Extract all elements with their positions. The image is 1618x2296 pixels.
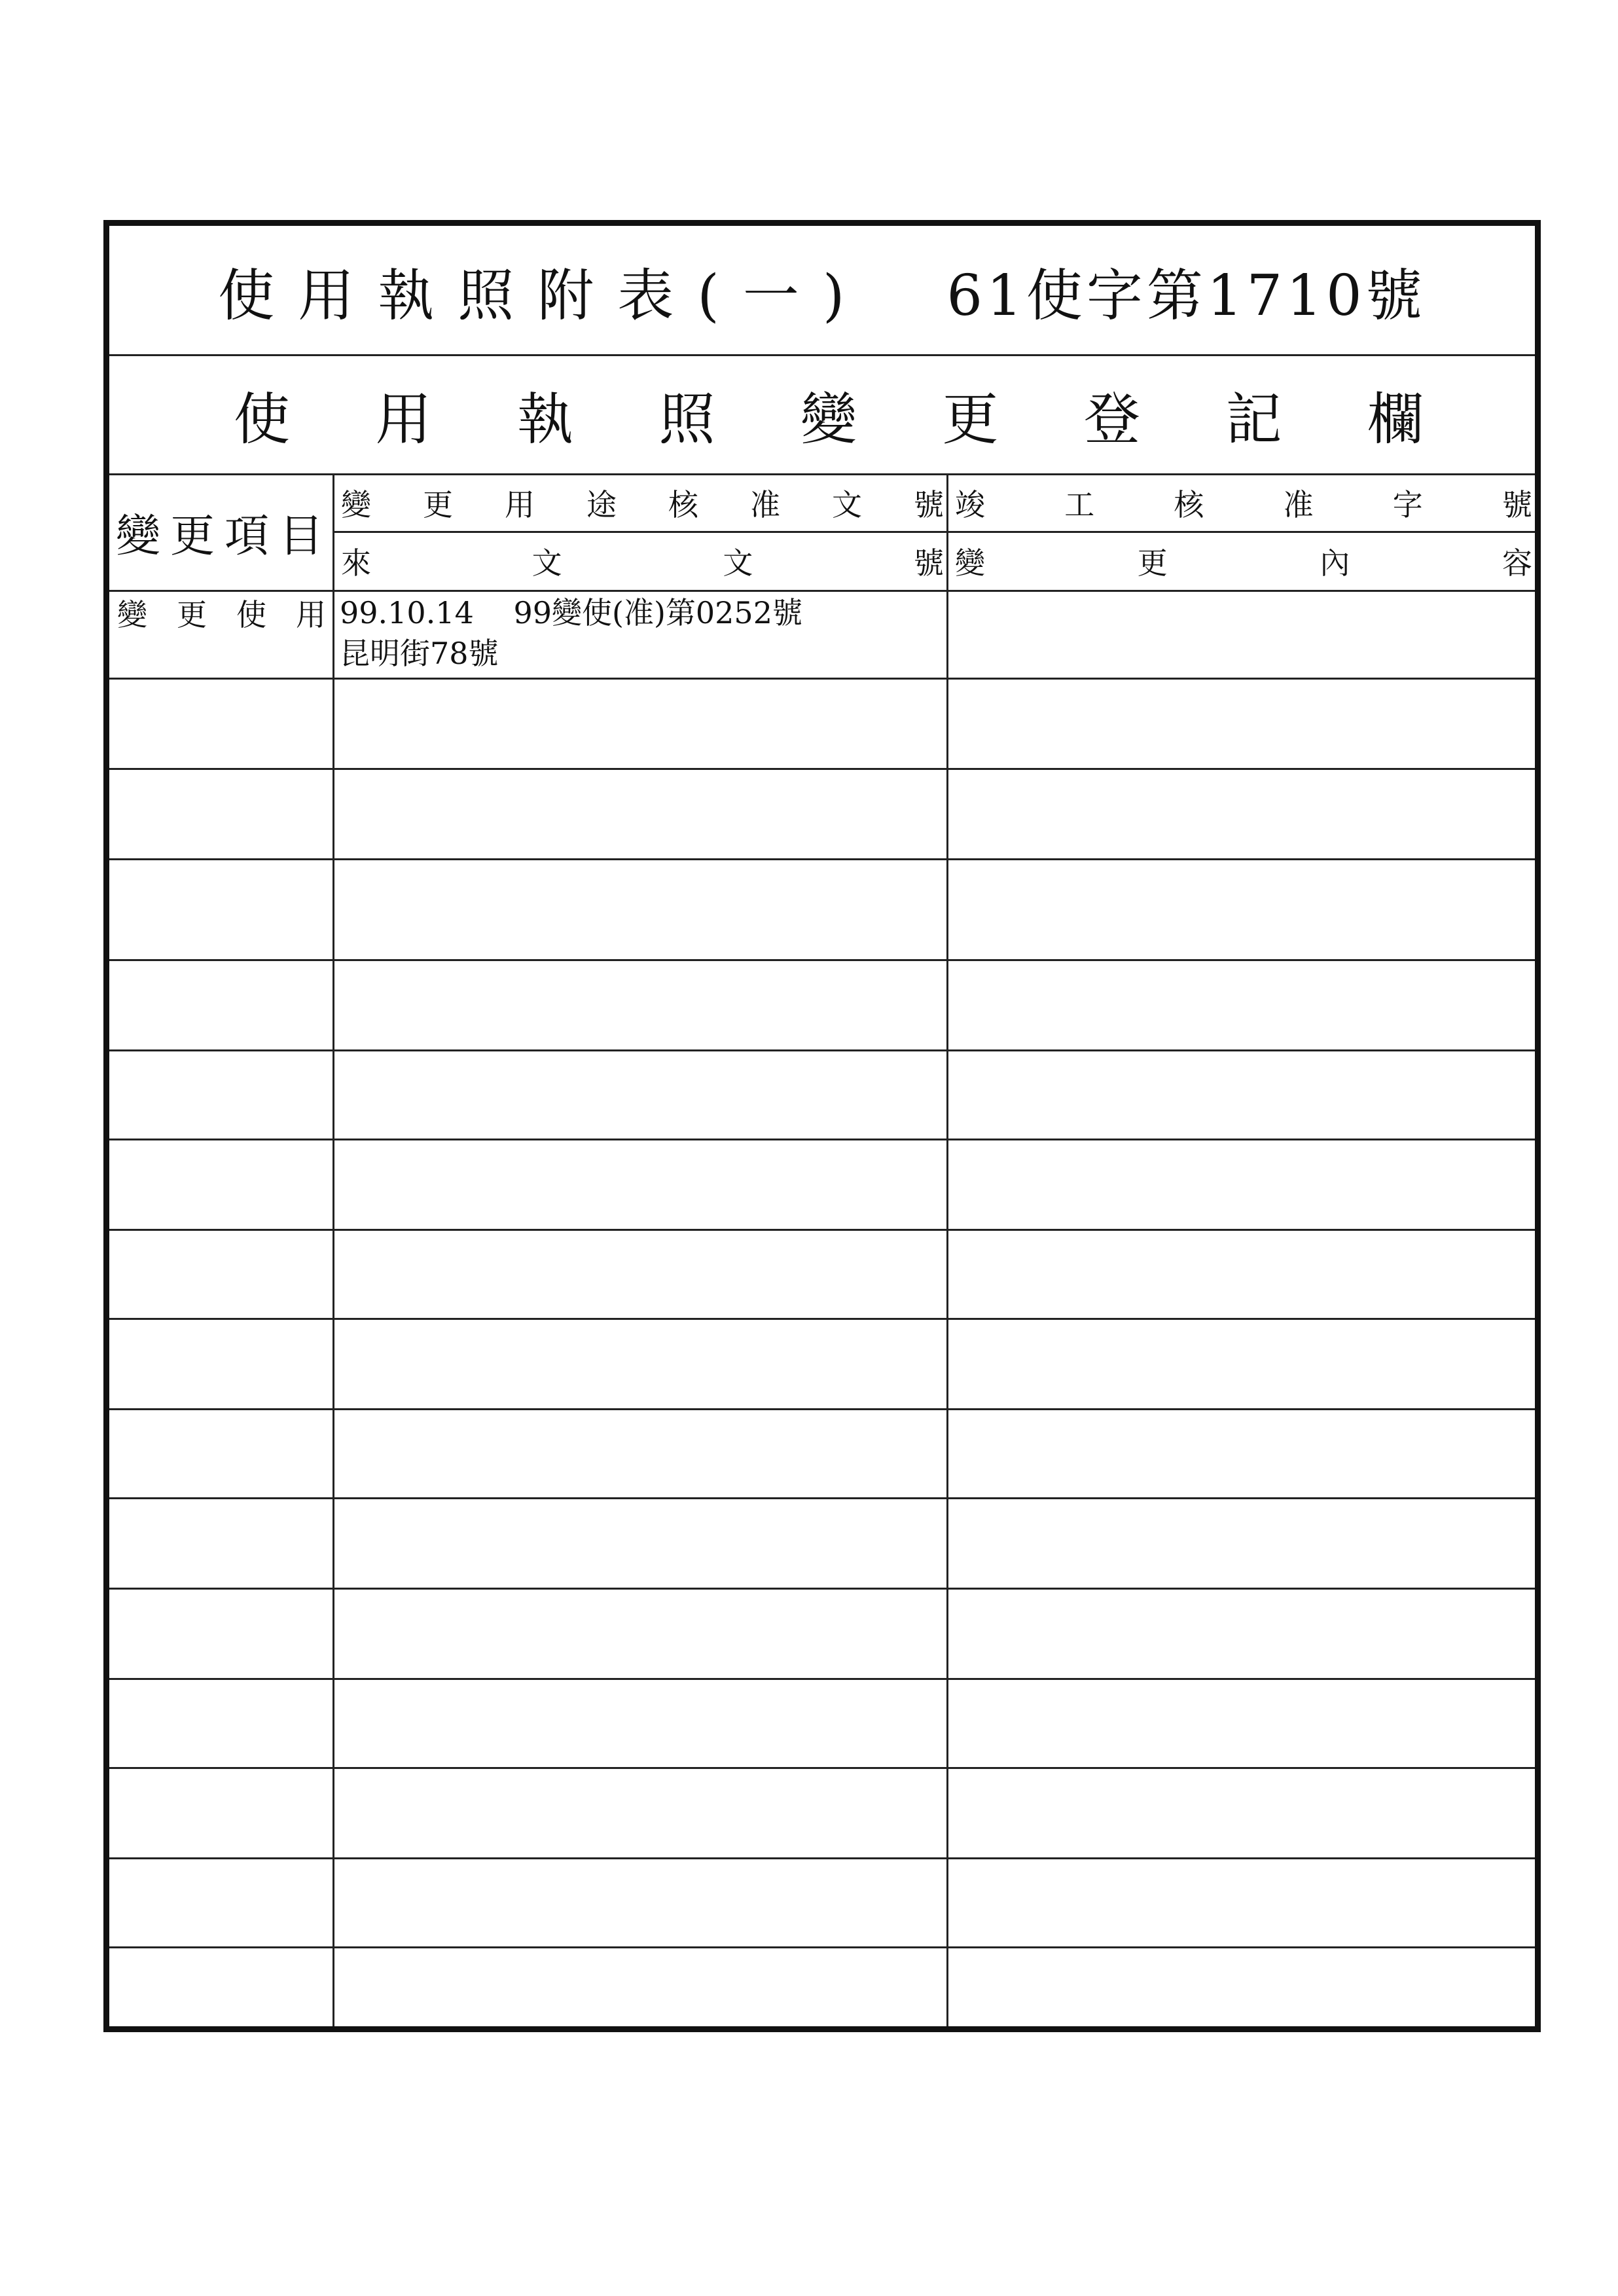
column-divider: [946, 475, 948, 2026]
row-divider: [109, 1588, 1535, 1590]
row-divider: [109, 959, 1535, 961]
row-divider: [109, 1767, 1535, 1769]
header-use-change-approval-no: 變 更 用 途 核 准 文 號: [341, 487, 944, 522]
row-divider: [109, 768, 1535, 770]
entry-change-item: 變 更 使 用: [117, 597, 326, 632]
divider: [333, 531, 1535, 533]
header-incoming-document-no: 來 文 文 號: [341, 545, 944, 581]
row-divider: [109, 1229, 1535, 1231]
header-completion-approval-no: 竣 工 核 准 字 號: [955, 487, 1532, 522]
row-divider: [109, 858, 1535, 860]
row-divider: [109, 1497, 1535, 1499]
row-divider: [109, 1857, 1535, 1859]
row-divider: [109, 1318, 1535, 1320]
title-main: 使用執照附表(一): [218, 263, 869, 329]
row-divider: [109, 1408, 1535, 1410]
row-divider: [109, 1049, 1535, 1051]
document-title: [109, 226, 1535, 355]
header-change-content: 變 更 內 容: [955, 545, 1532, 581]
row-divider: [109, 1139, 1535, 1140]
license-number: 61使字第1710號: [946, 263, 1426, 329]
registration-table: [103, 220, 1541, 2032]
entry-approval-no: 99.10.14 99變使(准)第0252號: [340, 595, 802, 630]
row-divider: [109, 1678, 1535, 1680]
entry-address: 昆明街78號: [340, 636, 499, 671]
section-title: 使 用 執 照 變 更 登 記 欄: [234, 387, 1424, 452]
row-divider: [109, 1946, 1535, 1948]
row-divider: [109, 678, 1535, 680]
column-divider: [333, 475, 334, 2026]
header-change-items: 變 更 項 目: [116, 510, 323, 562]
